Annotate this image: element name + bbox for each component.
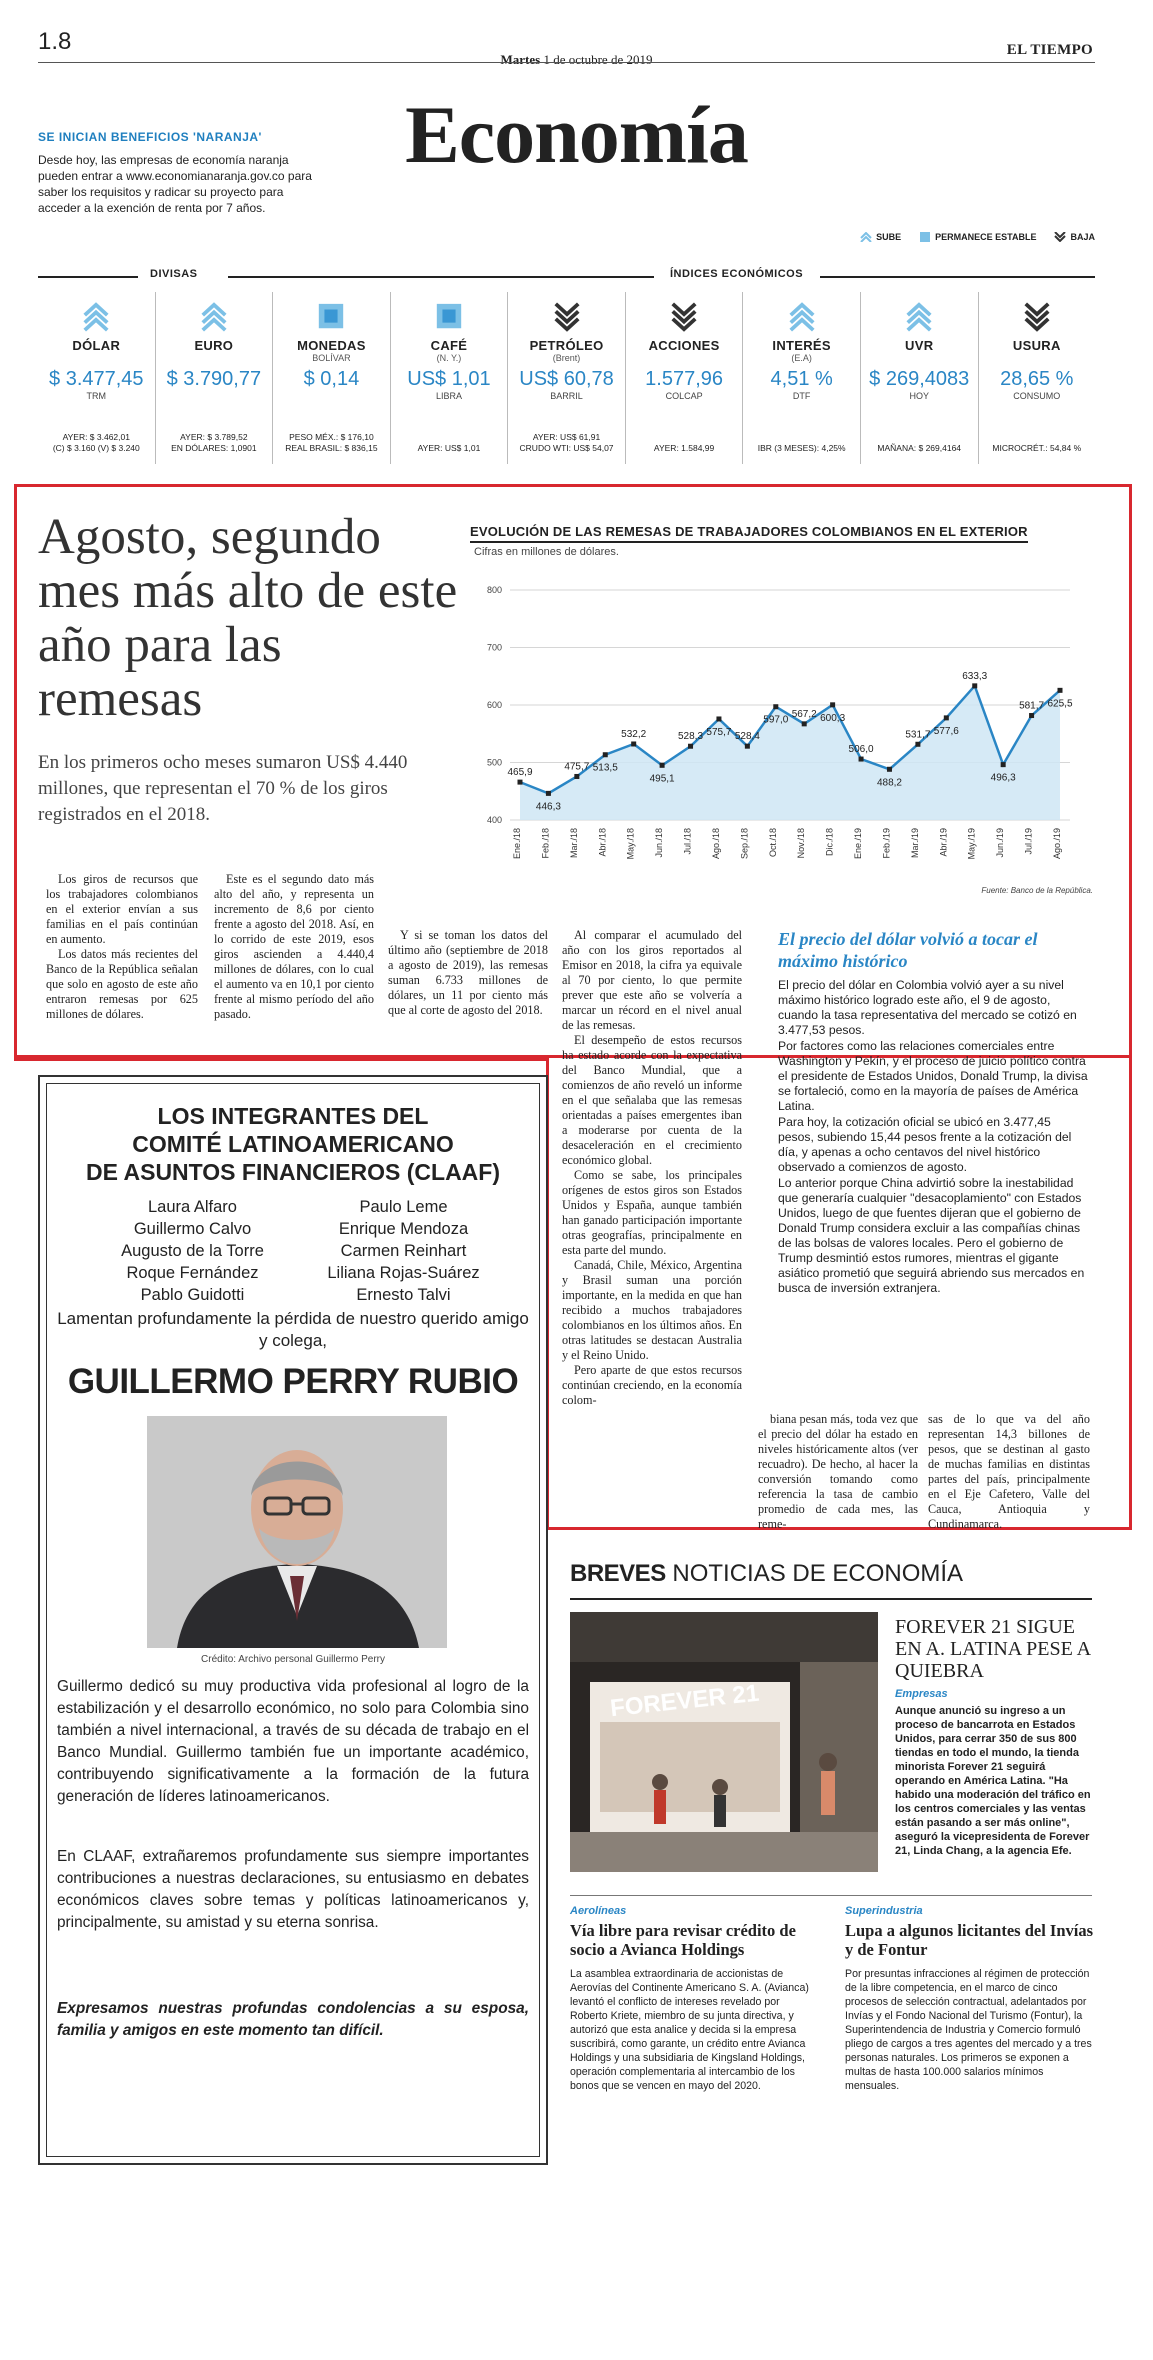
breves-label: BREVES [570, 1560, 666, 1587]
obituary-closing: Expresamos nuestras profundas condolencias a su esposa, familia y amigos en este momento tan difícil. [57, 2000, 529, 2039]
paragraph: Este es el segundo dato más alto del año, y representa un incremento de 8,6 por ciento frente a agosto del 2018. Así, en lo corrido de este 2019, esos giros ascienden a 4.440,4 millones de dólares, con lo cual el aumento va en 10,1 por ciento frente al mismo período del año pasado. [214, 872, 374, 1021]
paragraph: Lo anterior porque China advirtió sobre la inestabilidad que generaría cualquier "desacoplamiento" con Estados Unidos, luego de que fuentes dijeran que el gobierno de Donald Trump considera excluir a las compañías chinas de las bolsas de valores locales. Pero el gobierno de Trump desmintió estos rumores, mientras el gigante asiático prometió que seguirá abriendo sus mercados en busca de inversión extranjera. [778, 1176, 1085, 1295]
indicator-footnote [512, 432, 621, 454]
indicator-sub [626, 353, 743, 364]
up-arrow-icon [903, 302, 935, 332]
chart-source: Fuente: Banco de la República. [981, 886, 1093, 895]
footnote-line: CRUDO WTI: US$ 54,07 [519, 443, 614, 453]
data-point [972, 683, 977, 688]
member-name: Carmen Reinhart [340, 1242, 467, 1260]
indicator-unit: CONSUMO [1013, 391, 1061, 401]
member-name: Liliana Rojas-Suárez [327, 1264, 480, 1282]
indicator-name: ACCIONES [648, 338, 720, 353]
member-name: Ernesto Talvi [356, 1286, 451, 1304]
newspaper-brand[interactable]: EL TIEMPO [1006, 42, 1093, 58]
data-point [631, 741, 636, 746]
legend-down-label: BAJA [1070, 232, 1095, 242]
footnote-line: IBR (3 MESES): 4,25% [757, 443, 846, 453]
down-arrow-icon [1021, 302, 1053, 332]
x-tick-label: Nov./18 [796, 828, 807, 859]
member-name: Augusto de la Torre [121, 1242, 264, 1260]
x-tick-label: Abr./19 [938, 828, 949, 857]
paragraph: Al comparar el acumulado del año con los giros reportados al Emisor en 2018, la cifra ya equivale al 70 por ciento, lo que permite prever que este año se volvería a marcar un récord en el nivel anual de las remesas. [562, 928, 742, 1032]
indicator-value: US$ 60,78 [519, 368, 614, 390]
paragraph: Para hoy, la cotización oficial se ubicó en 3.477,45 pesos, subiendo 15,44 pesos frente a la cotización del día, y apenas a ocho centavos del nivel histórico observado a comienzos de agosto. [778, 1115, 1072, 1174]
data-point [773, 704, 778, 709]
indices-label: ÍNDICES ECONÓMICOS [670, 268, 804, 280]
promo-title: SE INICIAN BENEFICIOS 'NARANJA' [38, 130, 262, 144]
stable-square-icon [315, 302, 347, 332]
forever21-tag: Empresas [895, 1688, 948, 1700]
indicator-footnote [42, 432, 151, 454]
stable-square-icon [433, 302, 465, 332]
up-arrow-icon [198, 302, 230, 332]
indicator-footnote [983, 443, 1092, 454]
legend-stable-label: PERMANECE ESTABLE [935, 232, 1037, 242]
obituary-heading [47, 1102, 539, 1186]
indicator-value: 1.577,96 [645, 368, 724, 390]
x-tick-label: Jun./18 [654, 828, 665, 858]
indicator-sub: (E.A) [791, 353, 812, 363]
paragraph: Los datos más recientes del Banco de la República señalan que solo en agosto de este año entraron remesas por 625 millones de dólares. [46, 947, 198, 1021]
section-title: Economía [405, 89, 748, 180]
legend-stable [919, 232, 1036, 242]
down-arrow-icon [668, 302, 700, 332]
article-headline: Agosto, segundo mes más alto de este año para las remesas [38, 509, 458, 727]
x-tick-label: Ene./18 [512, 828, 522, 860]
chart-subtitle: Cifras en millones de dólares. [474, 546, 619, 558]
breves-divider [570, 1895, 1092, 1896]
footnote-line: AYER: 1.584,99 [653, 443, 715, 453]
data-point [1029, 713, 1034, 718]
footnote-line: EN DÓLARES: 1,0901 [171, 443, 257, 453]
stable-legend-icon [919, 232, 931, 242]
member-name: Pablo Guidotti [140, 1286, 245, 1304]
dolar-sidebar-body [778, 978, 1090, 1297]
paragraph: sas de lo que va del año representan 14,3 billones de pesos, que se destinan al gasto de muchas familias en distintas partes del país, principalmente en el Eje Cafetero, Valle del Cauca, Antioquia y Cundinamarca. [928, 1412, 1090, 1531]
paragraph: Los giros de recursos que los trabajadores colombianos en el exterior envían a sus familias en el país continúan en aumento. [46, 872, 198, 946]
member-name: Paulo Leme [359, 1198, 448, 1216]
indicator-name: CAFÉ [430, 338, 468, 353]
data-label: 528,4 [734, 731, 760, 743]
obituary-heading-line: COMITÉ LATINOAMERICANO [132, 1131, 454, 1157]
indicator-name: USURA [1012, 338, 1061, 353]
data-point [546, 791, 551, 796]
brief-tag: Superindustria [845, 1905, 923, 1917]
indicator-unit: COLCAP [665, 391, 703, 401]
promo-body: Desde hoy, las empresas de economía naranja pueden entrar a www.economianaranja.gov.co para saber los requisitos y radicar su proyecto para acceder a la exención de renta por 7 años. [38, 153, 312, 215]
y-tick-label: 600 [486, 700, 502, 710]
up-arrow-icon [786, 302, 818, 332]
data-label: 532,2 [621, 728, 647, 740]
photo-credit: Crédito: Archivo personal Guillermo Perry [201, 1654, 385, 1665]
legend-up [860, 232, 901, 242]
down-legend-icon [1054, 232, 1066, 242]
paragraph: Como se sabe, los principales orígenes de estos giros son Estados Unidos y España, aunque también han ganado participación importante otras geografías, principalmente en esta parte del mundo. [562, 1168, 742, 1257]
obituary-paragraph: En CLAAF, extrañaremos profundamente sus siempre importantes contribuciones a nuestras declaraciones, su entusiasmo en debates económicos claves sobre temas y políticas latinoamericanos y, principalmente, su amistad y su eterna sonrisa. [57, 1848, 529, 1931]
indicator-sub: (N. Y.) [436, 353, 462, 363]
paragraph: Por factores como las relaciones comerciales entre Washington y Pekín, y el proceso de juicio político contra el presidente de Estados Unidos, Donald Trump, la divisa se fortaleció, como en la mayoría de países de América Latina. [778, 1039, 1088, 1113]
forever21-store-photo [570, 1612, 878, 1872]
data-point [574, 774, 579, 779]
x-tick-label: Feb./19 [881, 828, 892, 859]
indicator-sub: BOLÍVAR [312, 353, 351, 363]
divisas-rule-left [38, 276, 138, 278]
indicator-unit: LIBRA [435, 391, 462, 401]
x-tick-label: Mar./18 [568, 828, 579, 859]
y-tick-label: 500 [486, 757, 502, 768]
footnote-line: REAL BRASIL: $ 836,15 [285, 443, 378, 453]
member-name: Roque Fernández [126, 1264, 259, 1282]
data-label: 531,7 [905, 729, 931, 741]
store-sign: FOREVER 21 [608, 1679, 761, 1723]
brief-title: Lupa a algunos licitantes del Invías y de Fontur [845, 1921, 1094, 1959]
data-label: 577,6 [933, 725, 959, 737]
indicator-value: $ 3.477,45 [49, 368, 144, 390]
footnote-line: MICROCRÉT.: 54,84 % [992, 443, 1082, 453]
paragraph: El precio del dólar en Colombia volvió ayer a su nivel máximo histórico logrado este año, el 9 de agosto, cuando la tasa representativa del mercado se cotizó en 3.477,53 pesos. [778, 978, 1077, 1037]
breves-rule [570, 1598, 1092, 1600]
x-tick-label: Ago./18 [710, 828, 721, 860]
data-point [944, 715, 949, 720]
indicator-name: UVR [905, 338, 934, 353]
data-point [660, 763, 665, 768]
indicator-name: DÓLAR [72, 338, 121, 353]
data-point [745, 744, 750, 749]
committee-members [87, 1196, 509, 1306]
footnote-line: MAÑANA: $ 269,4164 [877, 443, 962, 453]
chart-title: EVOLUCIÓN DE LAS REMESAS DE TRABAJADORES COLOMBIANOS EN EL EXTERIOR [470, 524, 1028, 543]
data-label: 465,9 [507, 767, 533, 779]
article-dek: En los primeros ocho meses sumaron US$ 4.440 millones, que representan el 70 % de los giros registrados en el 2018. [38, 752, 408, 825]
obituary-lament: Lamentan profundamente la pérdida de nuestro querido amigo y colega, [57, 1309, 529, 1350]
indicator-unit: BARRIL [550, 391, 583, 401]
indicator-acciones [626, 292, 744, 464]
indicator-unit: TRM [86, 391, 107, 401]
data-point [1001, 762, 1006, 767]
data-label: 567,2 [791, 708, 817, 720]
data-label: 475,7 [564, 761, 590, 773]
x-tick-label: Abr./18 [597, 828, 608, 857]
data-label: 597,0 [763, 714, 789, 726]
paragraph: El desempeño de estos recursos ha estado acorde con la expectativa del Banco Mundial, que a comienzos de año reveló un informe en el que señalaba que las remesas orientadas a países emergentes iban a moderarse por cuenta de la desaceleración en el crecimiento económico global. [562, 1033, 742, 1167]
dolar-sidebar-title: El precio del dólar volvió a tocar el máximo histórico [778, 929, 1038, 971]
x-tick-label: Dic./18 [824, 828, 835, 857]
brief-title: Vía libre para revisar crédito de socio a Avianca Holdings [570, 1921, 796, 1959]
indicator-sub [38, 353, 155, 364]
x-tick-label: Sep./18 [739, 828, 750, 860]
data-label: 495,1 [649, 773, 675, 785]
indicator-value: 4,51 % [770, 368, 833, 390]
x-tick-label: Ene./19 [853, 828, 864, 860]
data-point [859, 757, 864, 762]
portrait-illustration [147, 1416, 447, 1648]
data-point [518, 780, 523, 785]
frame-divider [14, 1058, 548, 1061]
data-point [802, 721, 807, 726]
store-illustration [570, 1612, 878, 1872]
obituary-inner-border [46, 1083, 540, 2157]
date-rest: 1 de octubre de 2019 [540, 52, 653, 67]
indicator-footnote [395, 443, 504, 454]
indicator-footnote [160, 432, 269, 454]
x-tick-label: Ago./19 [1052, 828, 1062, 860]
x-tick-label: Jul./18 [682, 828, 693, 855]
breves-sublabel: NOTICIAS DE ECONOMÍA [665, 1560, 964, 1587]
paragraph: biana pesan más, toda vez que el precio del dólar ha estado en niveles históricamente altos (ver recuadro). De hecho, al hacer la conversión tomando como referencia la tasa de cambio promedio de cada mes, las reme- [758, 1412, 918, 1531]
brief-avianca [570, 1905, 820, 2093]
data-label: 625,5 [1047, 698, 1073, 710]
obituary-notice [38, 1075, 548, 2165]
y-tick-label: 800 [486, 585, 502, 595]
indicator-interés [743, 292, 861, 464]
brief-invias [845, 1905, 1095, 2093]
data-label: 513,5 [592, 762, 618, 774]
obituary-heading-line: LOS INTEGRANTES DEL [157, 1103, 429, 1129]
data-label: 575,7 [706, 726, 732, 738]
indicator-name: INTERÉS [772, 338, 831, 353]
indicator-uvr [861, 292, 979, 464]
header-rule [38, 62, 1095, 63]
data-point [603, 752, 608, 757]
date-day: Martes [500, 52, 541, 67]
indicator-footnote [747, 443, 856, 454]
data-label: 496,3 [990, 772, 1016, 784]
indicator-monedas [273, 292, 391, 464]
legend-up-label: SUBE [876, 232, 902, 242]
data-point [887, 767, 892, 772]
article-col-3 [388, 928, 548, 1018]
indices-rule [820, 276, 1095, 278]
indicator-footnote [865, 443, 974, 454]
deceased-name: GUILLERMO PERRY RUBIO [67, 1362, 519, 1401]
data-point [716, 716, 721, 721]
footnote-line: AYER: US$ 61,91 [532, 432, 601, 442]
article-col-1 [46, 872, 198, 1022]
indicator-petróleo [508, 292, 626, 464]
data-point [1058, 688, 1063, 693]
x-tick-label: Jul./19 [1023, 828, 1034, 855]
x-tick-label: Feb./18 [540, 828, 551, 859]
breves-heading [570, 1560, 963, 1588]
trend-legend [860, 232, 1095, 242]
issue-date [0, 52, 1153, 68]
indicator-footnote [277, 432, 386, 454]
remittance-chart [470, 560, 1090, 880]
footnote-line: (C) $ 3.160 (V) $ 3.240 [52, 443, 140, 453]
data-label: 633,3 [962, 670, 988, 682]
data-label: 581,7 [1019, 700, 1045, 712]
data-label: 506,0 [848, 744, 874, 756]
brief-tag: Aerolíneas [570, 1905, 627, 1917]
data-point [688, 744, 693, 749]
footnote-line: AYER: $ 3.462,01 [62, 432, 130, 442]
data-label: 488,2 [876, 777, 902, 789]
member-name: Guillermo Calvo [133, 1220, 252, 1238]
footnote-line: AYER: $ 3.789,52 [180, 432, 248, 442]
article-col-6 [928, 1412, 1090, 1532]
indicator-sub [979, 353, 1096, 364]
indicator-usura [979, 292, 1096, 464]
indicator-value: US$ 1,01 [407, 368, 491, 390]
indicator-sub [861, 353, 978, 364]
article-col-5 [758, 1412, 918, 1532]
data-label: 528,3 [678, 731, 704, 743]
up-legend-icon [860, 232, 872, 242]
x-tick-label: May./19 [966, 828, 977, 860]
legend-down [1054, 232, 1095, 242]
indicator-name: MONEDAS [297, 338, 366, 353]
indicator-footnote [630, 443, 739, 454]
forever21-body: Aunque anunció su ingreso a un proceso de bancarrota en Estados Unidos, para cerrar 350 de sus 800 tiendas en todo el mundo, la tienda minorista Forever 21 seguirá operando en América Latina. "Ha habido una moderación del tráfico en los centros comerciales y las ventas están pasando a ser más online", aseguró la vicepresidenta de Forever 21, Linda Chang, a la agencia Efe. [895, 1705, 1091, 1857]
footnote-line: AYER: US$ 1,01 [417, 443, 481, 453]
x-tick-label: May./18 [625, 828, 636, 860]
indicator-value: $ 3.790,77 [166, 368, 262, 390]
data-point [830, 702, 835, 707]
paragraph: Pero aparte de que estos recursos continúan creciendo, en la economía colom- [562, 1363, 742, 1407]
x-tick-label: Jun./19 [995, 828, 1006, 858]
indicator-value: $ 0,14 [303, 368, 360, 390]
paragraph: Y si se toman los datos del último año (septiembre de 2018 a agosto de 2019), las remesas suman 6.733 millones de dólares, un 11 por ciento más que al corte de agosto del 2018. [388, 928, 548, 1017]
x-tick-label: Oct./18 [767, 828, 778, 858]
indicator-sub: (Brent) [552, 353, 581, 363]
indicator-value: $ 269,4083 [869, 368, 970, 390]
y-tick-label: 700 [486, 642, 502, 653]
data-label: 446,3 [535, 801, 561, 813]
indicator-unit: HOY [909, 391, 929, 401]
member-name: Laura Alfaro [148, 1198, 237, 1216]
indicator-unit: DTF [792, 391, 811, 401]
indicator-euro [156, 292, 274, 464]
paragraph: Canadá, Chile, México, Argentina y Brasil suman una porción importante, en la medida en que han recibido a muchos trabajadores colombianos en los últimos años. En otras latitudes se destacan Australia y el Reino Unido. [562, 1258, 742, 1362]
divisas-label: DIVISAS [150, 268, 198, 280]
up-arrow-icon [80, 302, 112, 332]
data-label: 600,3 [820, 712, 846, 724]
obituary-paragraph: Guillermo dedicó su muy productiva vida profesional al logro de la estabilización y el desarrollo económico, no solo para Colombia sino también a nivel internacional, a través de su década de trabajo en el Banco Mundial. Guillermo también fue un importante académico, contribuyendo significativamente a la formación de la futura generación de líderes latinoamericanos. [57, 1678, 529, 1805]
indicator-café [391, 292, 509, 464]
x-tick-label: Mar./19 [909, 828, 920, 859]
footnote-line: PESO MÉX.: $ 176,10 [289, 432, 374, 442]
article-col-2 [214, 872, 374, 1022]
data-point [915, 742, 920, 747]
portrait-photo [147, 1416, 447, 1648]
indicator-row [38, 292, 1095, 464]
indicator-sub [156, 353, 273, 364]
obituary-heading-line: DE ASUNTOS FINANCIEROS (CLAAF) [86, 1159, 500, 1185]
forever21-title: FOREVER 21 SIGUE EN A. LATINA PESE A QUIEBRA [895, 1616, 1091, 1682]
article-col-4 [562, 928, 742, 1408]
down-arrow-icon [551, 302, 583, 332]
indicator-name: EURO [194, 338, 234, 353]
member-name: Enrique Mendoza [338, 1220, 469, 1238]
y-tick-label: 400 [486, 815, 502, 825]
brief-body: Por presuntas infracciones al régimen de protección de la libre competencia, en el marco de cinco procesos de selección contractual, adelantados por Invías y el Fondo Nacional del Turismo (Fontur), la Superintendencia de Industria y Comercio formuló pliego de cargos a tres agentes del mercado y a tres personas naturales. Los primeros se exponen a multas de hasta 100.000 salarios mínimos mensuales. [845, 1968, 1092, 2092]
indicator-value: 28,65 % [1000, 368, 1074, 390]
indicator-name: PETRÓLEO [529, 338, 604, 353]
indicator-dólar [38, 292, 156, 464]
divisas-rule-right [228, 276, 654, 278]
series-area [520, 686, 1060, 820]
brief-body: La asamblea extraordinaria de accionistas de Aerovías del Continente Americano S. A. (Avianca) levantó el conflicto de intereses revelado por Roberto Kriete, miembro de su junta directiva, y autorizó que esta analice y decida si la empresa suscribirá, como garante, un crédito entre Avianca Holdings y una subsidiaria de Kingsland Holdings, operación complementaria al intercambio de los bonos que se vencen en mayo del 2020. [570, 1968, 809, 2092]
page-number: 1.8 [38, 28, 72, 55]
